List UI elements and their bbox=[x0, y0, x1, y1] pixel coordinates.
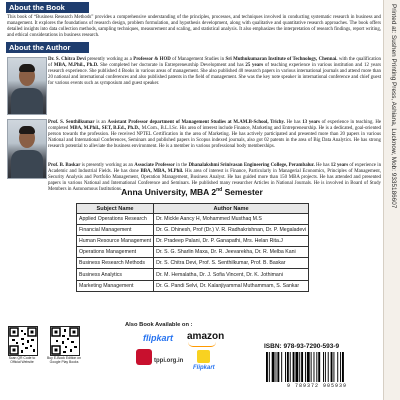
column-header-author: Author Name bbox=[154, 204, 309, 214]
isbn-label: ISBN: 978-93-7290-593-9 bbox=[264, 343, 340, 350]
about-author-heading: About the Author bbox=[6, 42, 89, 53]
barcode-bar bbox=[323, 352, 324, 382]
author-bio-3: Prof. B. Baskar is presently working as an Associate Professor in the Dhanalakshmi Srinivasan Engineering College, Perambalur. He has 12 years of experience in Academic and Industrial Fields. He has done BBA, MBA, M.Phil. His area of interest is Finance, Particularly in Managerial Economics, Principles of Management, Security Analysis and Portfolio Management, Operation Management, Business Analyst. He has guided more than 150 MBA projects. He has attended and presented papers in various National and International Conference and Seminars. He published many researcher Articles in National Journals. He is involved in Board of Study Members in Autonomous Institutions. bbox=[48, 163, 382, 193]
about-book-text: This book of “Business Research Methods” provides a comprehensive understanding of the principles, processes, and techniques involved in conducting systematic research in business and management. It explores the foundations of research design, problem formulation, and hypothesis development, along with qualitative and quantitative research approaches. The book offers detailed insights into data collection methods, sampling techniques, measurement and scaling, and statistical analysis. It also emphasizes the interpretation of research findings, report writing, and ethical considerations in business research. bbox=[7, 15, 381, 39]
author-cell: Dr. G. Dhinesh, Prof (Dr.) V. R. Radhakrishnan, Dr. P. Megaladevi bbox=[154, 225, 309, 236]
barcode-bar bbox=[318, 352, 320, 382]
barcode-bar bbox=[299, 352, 300, 382]
author-cell: Dr. Mickle Aancy H, Mohammed Musthaq M.S bbox=[154, 214, 309, 225]
amazon-logo[interactable]: amazon bbox=[187, 331, 225, 342]
author-photo-2 bbox=[7, 119, 47, 179]
barcode-bar bbox=[331, 352, 333, 382]
subject-cell: Human Resource Management bbox=[77, 236, 154, 247]
barcode-bar bbox=[340, 352, 341, 382]
flipkart-logo[interactable]: flipkart bbox=[143, 333, 174, 343]
table-row bbox=[77, 247, 309, 258]
barcode-bar bbox=[290, 352, 291, 382]
subject-author-table bbox=[76, 203, 309, 292]
author-bio-2: Prof. S. Senthilkumar is an Assistant Professor department of Management Studies at M.AM.B-School, Trichy. He has 13 years of experience in teaching. He completed MBA, M.Phil., SET, B.Ed., Ph.D., M.Com., B.L.I.Sc. His area of interest include Finance, Marketing and Entrepreneurship. He is a dedicated, goal-oriented person towards the profession. He received NPTEL Certification in the area of Marketing. He has actively participated and presented more than 20 papers in various National and International Conferences, Seminars and published papers in Scopus indexed journals, also got 02 patents in the area of Big Data Analytics. He has strong research potential to alleviate the business environment. He is a member in various professional body memberships. bbox=[48, 120, 382, 150]
barcode-bar bbox=[314, 352, 315, 382]
barcode-bar bbox=[333, 352, 334, 382]
subject-cell: Business Research Methods bbox=[77, 258, 154, 269]
table-row bbox=[77, 225, 309, 236]
author-cell: Dr. S. Chitra Devi, Prof. S. Senthilkumar, Prof. B. Baskar bbox=[154, 258, 309, 269]
author-name: Prof. B. Baskar bbox=[48, 163, 81, 168]
author-cell: Dr. Pradeep Palani, Dr. P. Ganapathi, Mrs. Helan Rita.J bbox=[154, 236, 309, 247]
barcode-bar bbox=[342, 352, 344, 382]
barcode-digits: 9 789372 905939 bbox=[286, 383, 347, 389]
author-name: Dr. S. Chitra Devi bbox=[48, 57, 86, 62]
barcode-bar bbox=[285, 352, 286, 382]
table-row bbox=[77, 236, 309, 247]
subject-cell: Operations Management bbox=[77, 247, 154, 258]
tppi-website-link[interactable]: tppi.org.in bbox=[154, 358, 184, 364]
barcode-bar bbox=[325, 352, 326, 382]
barcode-bar bbox=[316, 352, 317, 382]
author-cell: Dr. G. Pandi Selvi, Dr. Kalanjiyammal Muthammam, S. Sankar bbox=[154, 280, 309, 291]
barcode-bar bbox=[269, 352, 270, 382]
table-header-row bbox=[77, 204, 309, 214]
subject-cell: Business Analytics bbox=[77, 269, 154, 280]
about-book-heading: About the Book bbox=[6, 2, 89, 13]
subject-cell: Applied Operations Research bbox=[77, 214, 154, 225]
barcode-bar bbox=[311, 352, 312, 382]
table-row bbox=[77, 280, 309, 291]
tppi-logo-icon bbox=[136, 349, 152, 365]
barcode-bar bbox=[301, 352, 303, 382]
table-row bbox=[77, 269, 309, 280]
barcode-bar bbox=[272, 352, 275, 382]
author-bio-1: Dr. S. Chitra Devi presently working as a Professor & HOD of Management Studies in Sri Muthukumaran Institute of Technology, Chennai. with the qualification of MBA, M.Phil., Ph.D. She completed her doctorate in Entrepreneurship Development and has 25 years of teaching experience in various institution and 12 years research experience. She published 4 Books in various areas of management. She also published 40 research papers in various international journals and attend more than 20 national and international conferences and also published patents in the field of management. She was the key note speaker in international conference and chief guest for various events such as symposium and guest speaker. bbox=[48, 57, 382, 87]
available-on-label: Also Book Available on : bbox=[125, 322, 193, 328]
barcode-bar bbox=[328, 352, 329, 382]
isbn-barcode bbox=[262, 352, 372, 390]
barcode-bar bbox=[295, 352, 298, 382]
author-photo-1 bbox=[7, 57, 47, 115]
author-name: Prof. S. Senthilkumar bbox=[48, 120, 95, 125]
flipkart-bag-icon bbox=[197, 350, 210, 363]
ebook-qr-caption: Buy E-Book Edition on Google Play Books bbox=[47, 356, 81, 364]
amazon-smile-icon bbox=[188, 342, 216, 347]
barcode-bar bbox=[305, 352, 306, 382]
flipkart-text-logo[interactable]: Flipkart bbox=[193, 365, 215, 371]
barcode-bar bbox=[307, 352, 310, 382]
barcode-bar bbox=[287, 352, 289, 382]
author-cell: Dr. M. Hemalatha, Dr. J. Sofia Vincent, Dr. K. Jothimani bbox=[154, 269, 309, 280]
barcode-bar bbox=[277, 352, 279, 382]
column-header-subject: Subject Name bbox=[77, 204, 154, 214]
barcode-bar bbox=[281, 352, 282, 382]
university-semester-title: Anna University, MBA 2nd Semester bbox=[121, 187, 263, 197]
barcode-bar bbox=[293, 352, 295, 382]
subject-cell: Financial Management bbox=[77, 225, 154, 236]
barcode-bar bbox=[337, 352, 338, 382]
subject-cell: Marketing Management bbox=[77, 280, 154, 291]
barcode-bar bbox=[276, 352, 277, 382]
table-row bbox=[77, 214, 309, 225]
barcode-bar bbox=[266, 352, 268, 382]
author-cell: Dr. S. G. Sharlin Maxa, Dr. R. Jeevarekha, Dr. R. Melba Kani bbox=[154, 247, 309, 258]
printer-imprint: Printed at: Sushen Printing Press, Ashiana, Lucknow, Mob: 9335186607 bbox=[390, 4, 397, 209]
ebook-qr-code[interactable] bbox=[50, 326, 80, 356]
website-qr-code[interactable] bbox=[8, 326, 38, 356]
website-qr-caption: Scan QR Code to Official Website bbox=[8, 356, 36, 364]
table-row bbox=[77, 258, 309, 269]
